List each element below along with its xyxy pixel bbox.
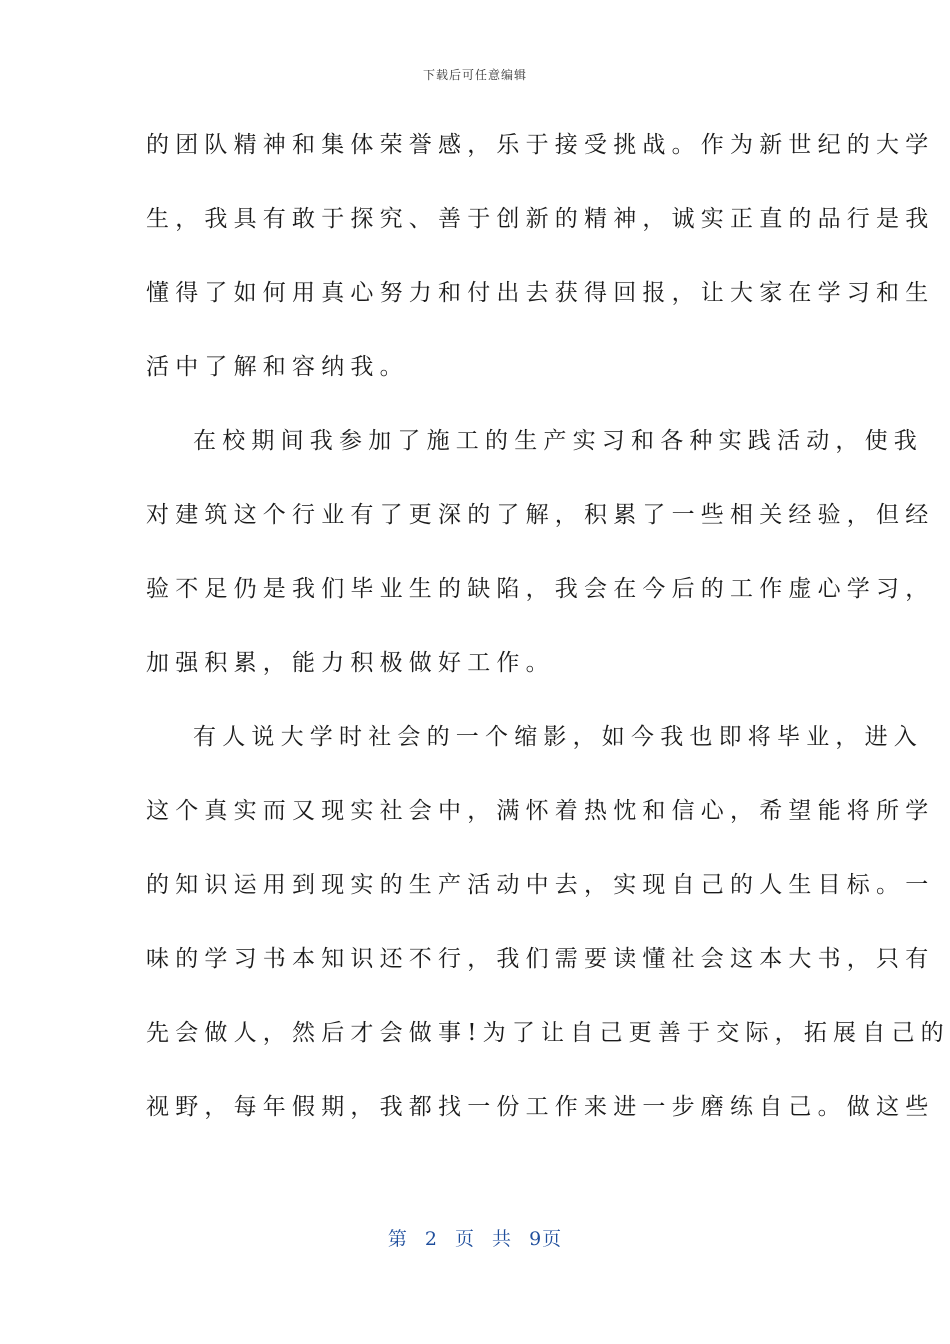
- document-body: [146, 118, 950, 1154]
- text-line: 生，我具有敢于探究、善于创新的精神，诚实正直的品行是我: [146, 206, 935, 232]
- text-line: 味的学习书本知识还不行，我们需要读懂社会这本大书，只有: [146, 946, 935, 972]
- page-number-footer: 第 2 页 共 9页: [387, 1228, 563, 1250]
- text-line: 视野，每年假期，我都找一份工作来进一步磨练自己。做这些: [146, 1094, 935, 1120]
- text-line: 的团队精神和集体荣誉感，乐于接受挑战。作为新世纪的大学: [146, 132, 935, 158]
- text-line: 这个真实而又现实社会中，满怀着热忱和信心，希望能将所学: [146, 798, 935, 824]
- text-line: 在校期间我参加了施工的生产实习和各种实践活动，使我: [193, 428, 923, 454]
- page-header: 下载后可任意编辑: [422, 68, 527, 82]
- text-line: 活中了解和容纳我。: [146, 354, 409, 380]
- text-line: 先会做人，然后才会做事!为了让自己更善于交际，拓展自己的: [146, 1020, 950, 1046]
- text-line: 懂得了如何用真心努力和付出去获得回报，让大家在学习和生: [146, 280, 935, 306]
- text-line: 有人说大学时社会的一个缩影，如今我也即将毕业，进入: [193, 724, 923, 750]
- text-line: 对建筑这个行业有了更深的了解，积累了一些相关经验，但经: [146, 502, 935, 528]
- text-line: 加强积累，能力积极做好工作。: [146, 650, 555, 676]
- text-line: 验不足仍是我们毕业生的缺陷，我会在今后的工作虚心学习，: [146, 576, 935, 602]
- text-line: 的知识运用到现实的生产活动中去，实现自己的人生目标。一: [146, 872, 935, 898]
